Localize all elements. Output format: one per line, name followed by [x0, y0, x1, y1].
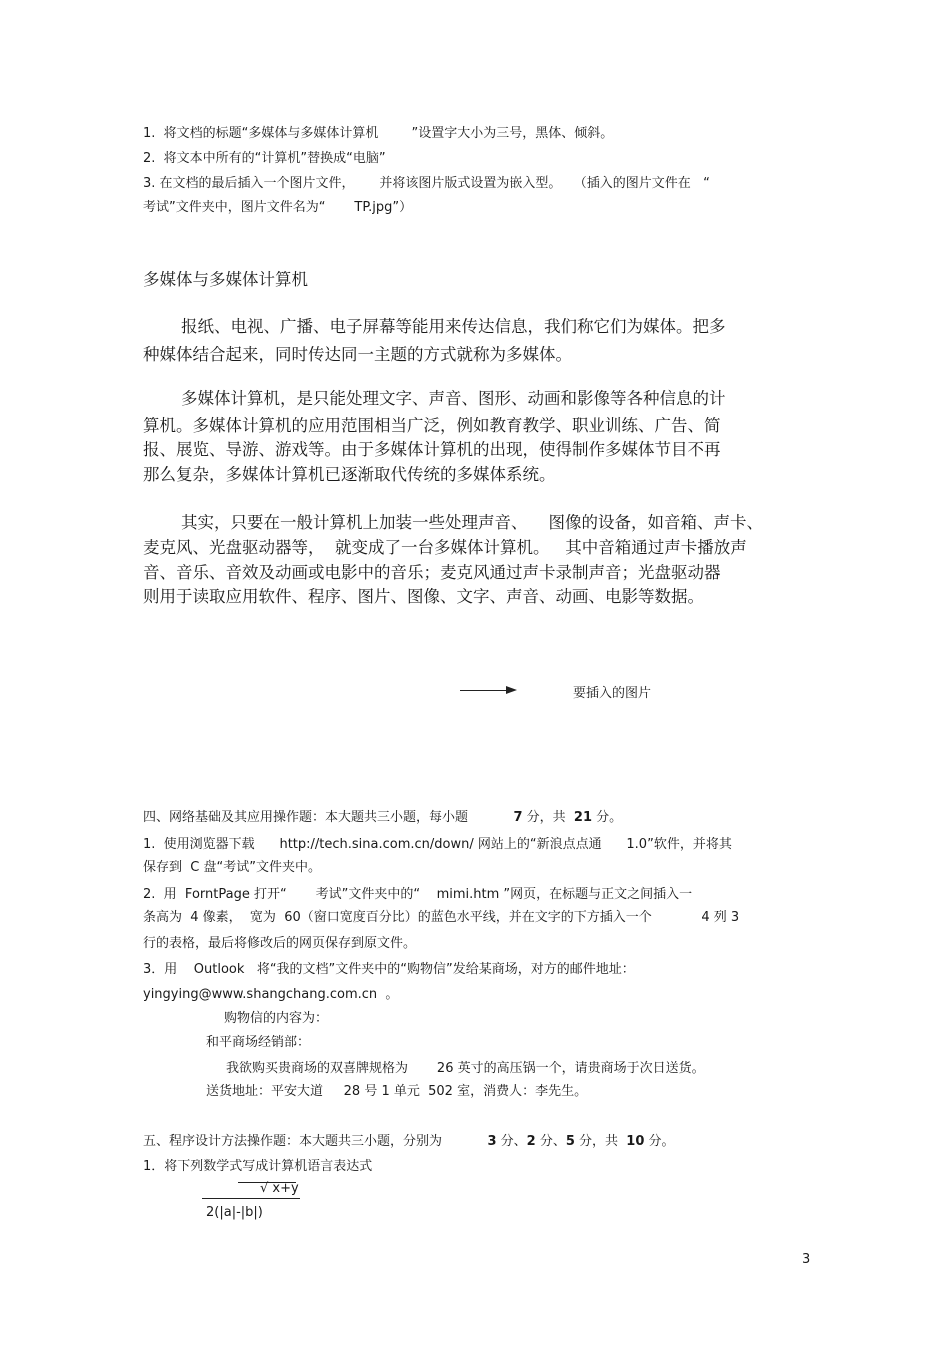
section-4-heading: 四、网络基础及其应用操作题：本大题共三小题，每小题 7 分，共 21 分。 [143, 810, 623, 825]
image-placeholder-label: 要插入的图片 [573, 686, 652, 701]
fraction-bar [202, 1198, 300, 1199]
task-3-line-2: 考试”文件夹中，图片文件名为“ TP.jpg”） [143, 200, 413, 215]
paragraph-3-line: 其实，只要在一般计算机上加装一些处理声音、 图像的设备，如音箱、声卡、 [181, 513, 763, 532]
page-number: 3 [802, 1252, 811, 1267]
formula-denominator: 2(|a|-|b|) [206, 1205, 263, 1220]
question-4-2-line-2: 条高为 4 像素， 宽为 60（窗口宽度百分比）的蓝色水平线，并在文字的下方插入一个 4 列 3 [143, 910, 740, 925]
paragraph-1-line: 种媒体结合起来，同时传达同一主题的方式就称为多媒体。 [143, 345, 572, 364]
arrow-head-icon [506, 686, 517, 694]
task-1: 1. 将文档的标题“多媒体与多媒体计算机 ”设置字大小为三号，黑体、倾斜。 [143, 126, 614, 141]
article-title: 多媒体与多媒体计算机 [143, 270, 308, 289]
paragraph-1-line: 报纸、电视、广播、电子屏幕等能用来传达信息，我们称它们为媒体。把多 [181, 317, 726, 336]
paragraph-3-line: 麦克风、光盘驱动器等， 就变成了一台多媒体计算机。 其中音箱通过声卡播放声 [143, 538, 747, 557]
task-2: 2. 将文本中所有的“计算机”替换成“电脑” [143, 151, 386, 166]
letter-address: 送货地址：平安大道 28 号 1 单元 502 室，消费人：李先生。 [206, 1084, 588, 1099]
section-5-heading: 五、程序设计方法操作题：本大题共三小题，分别为 3 分、2 分、5 分，共 10 分。 [143, 1134, 675, 1149]
arrow-icon [460, 690, 508, 691]
paragraph-2-line: 多媒体计算机，是只能处理文字、声音、图形、动画和影像等各种信息的计 [181, 389, 726, 408]
formula-numerator: √ x+y [260, 1181, 299, 1196]
task-3-line-1: 3. 在文档的最后插入一个图片文件， 并将该图片版式设置为嵌入型。 （插入的图片文件在 “ [143, 176, 710, 191]
question-4-1-line-2: 保存到 C 盘“考试”文件夹中。 [143, 860, 321, 875]
paragraph-2-line: 算机。多媒体计算机的应用范围相当广泛，例如教育教学、职业训练、广告、简 [143, 416, 721, 435]
letter-body: 我欲购买贵商场的双喜牌规格为 26 英寸的高压锅一个，请贵商场于次日送货。 [226, 1061, 705, 1076]
paragraph-3-line: 则用于读取应用软件、程序、图片、图像、文字、声音、动画、电影等数据。 [143, 587, 704, 606]
paragraph-3-line: 音、音乐、音效及动画或电影中的音乐；麦克风通过声卡录制声音；光盘驱动器 [143, 563, 721, 582]
letter-intro: 购物信的内容为： [224, 1011, 329, 1026]
paragraph-2-line: 报、展览、导游、游戏等。由于多媒体计算机的出现，使得制作多媒体节目不再 [143, 440, 721, 459]
paragraph-2-line: 那么复杂，多媒体计算机已逐渐取代传统的多媒体系统。 [143, 465, 556, 484]
question-4-2-line-3: 行的表格，最后将修改后的网页保存到原文件。 [143, 936, 417, 951]
question-4-2-line-1: 2. 用 ForntPage 打开“ 考试”文件夹中的“ mimi.htm ”网页，在标题与正文之间插入一 [143, 887, 693, 902]
question-4-3-line-1: 3．用 Outlook 将“我的文档”文件夹中的“购物信”发给某商场，对方的邮件地址： [143, 962, 635, 977]
question-5-1: 1．将下列数学式写成计算机语言表达式 [143, 1159, 373, 1174]
email-address: yingying@www.shangchang.com.cn 。 [143, 987, 399, 1002]
question-4-1-line-1: 1. 使用浏览器下载 http://tech.sina.com.cn/down/ 网站上的“新浪点点通 1.0”软件，并将其 [143, 837, 732, 852]
letter-greeting: 和平商场经销部： [206, 1035, 311, 1050]
